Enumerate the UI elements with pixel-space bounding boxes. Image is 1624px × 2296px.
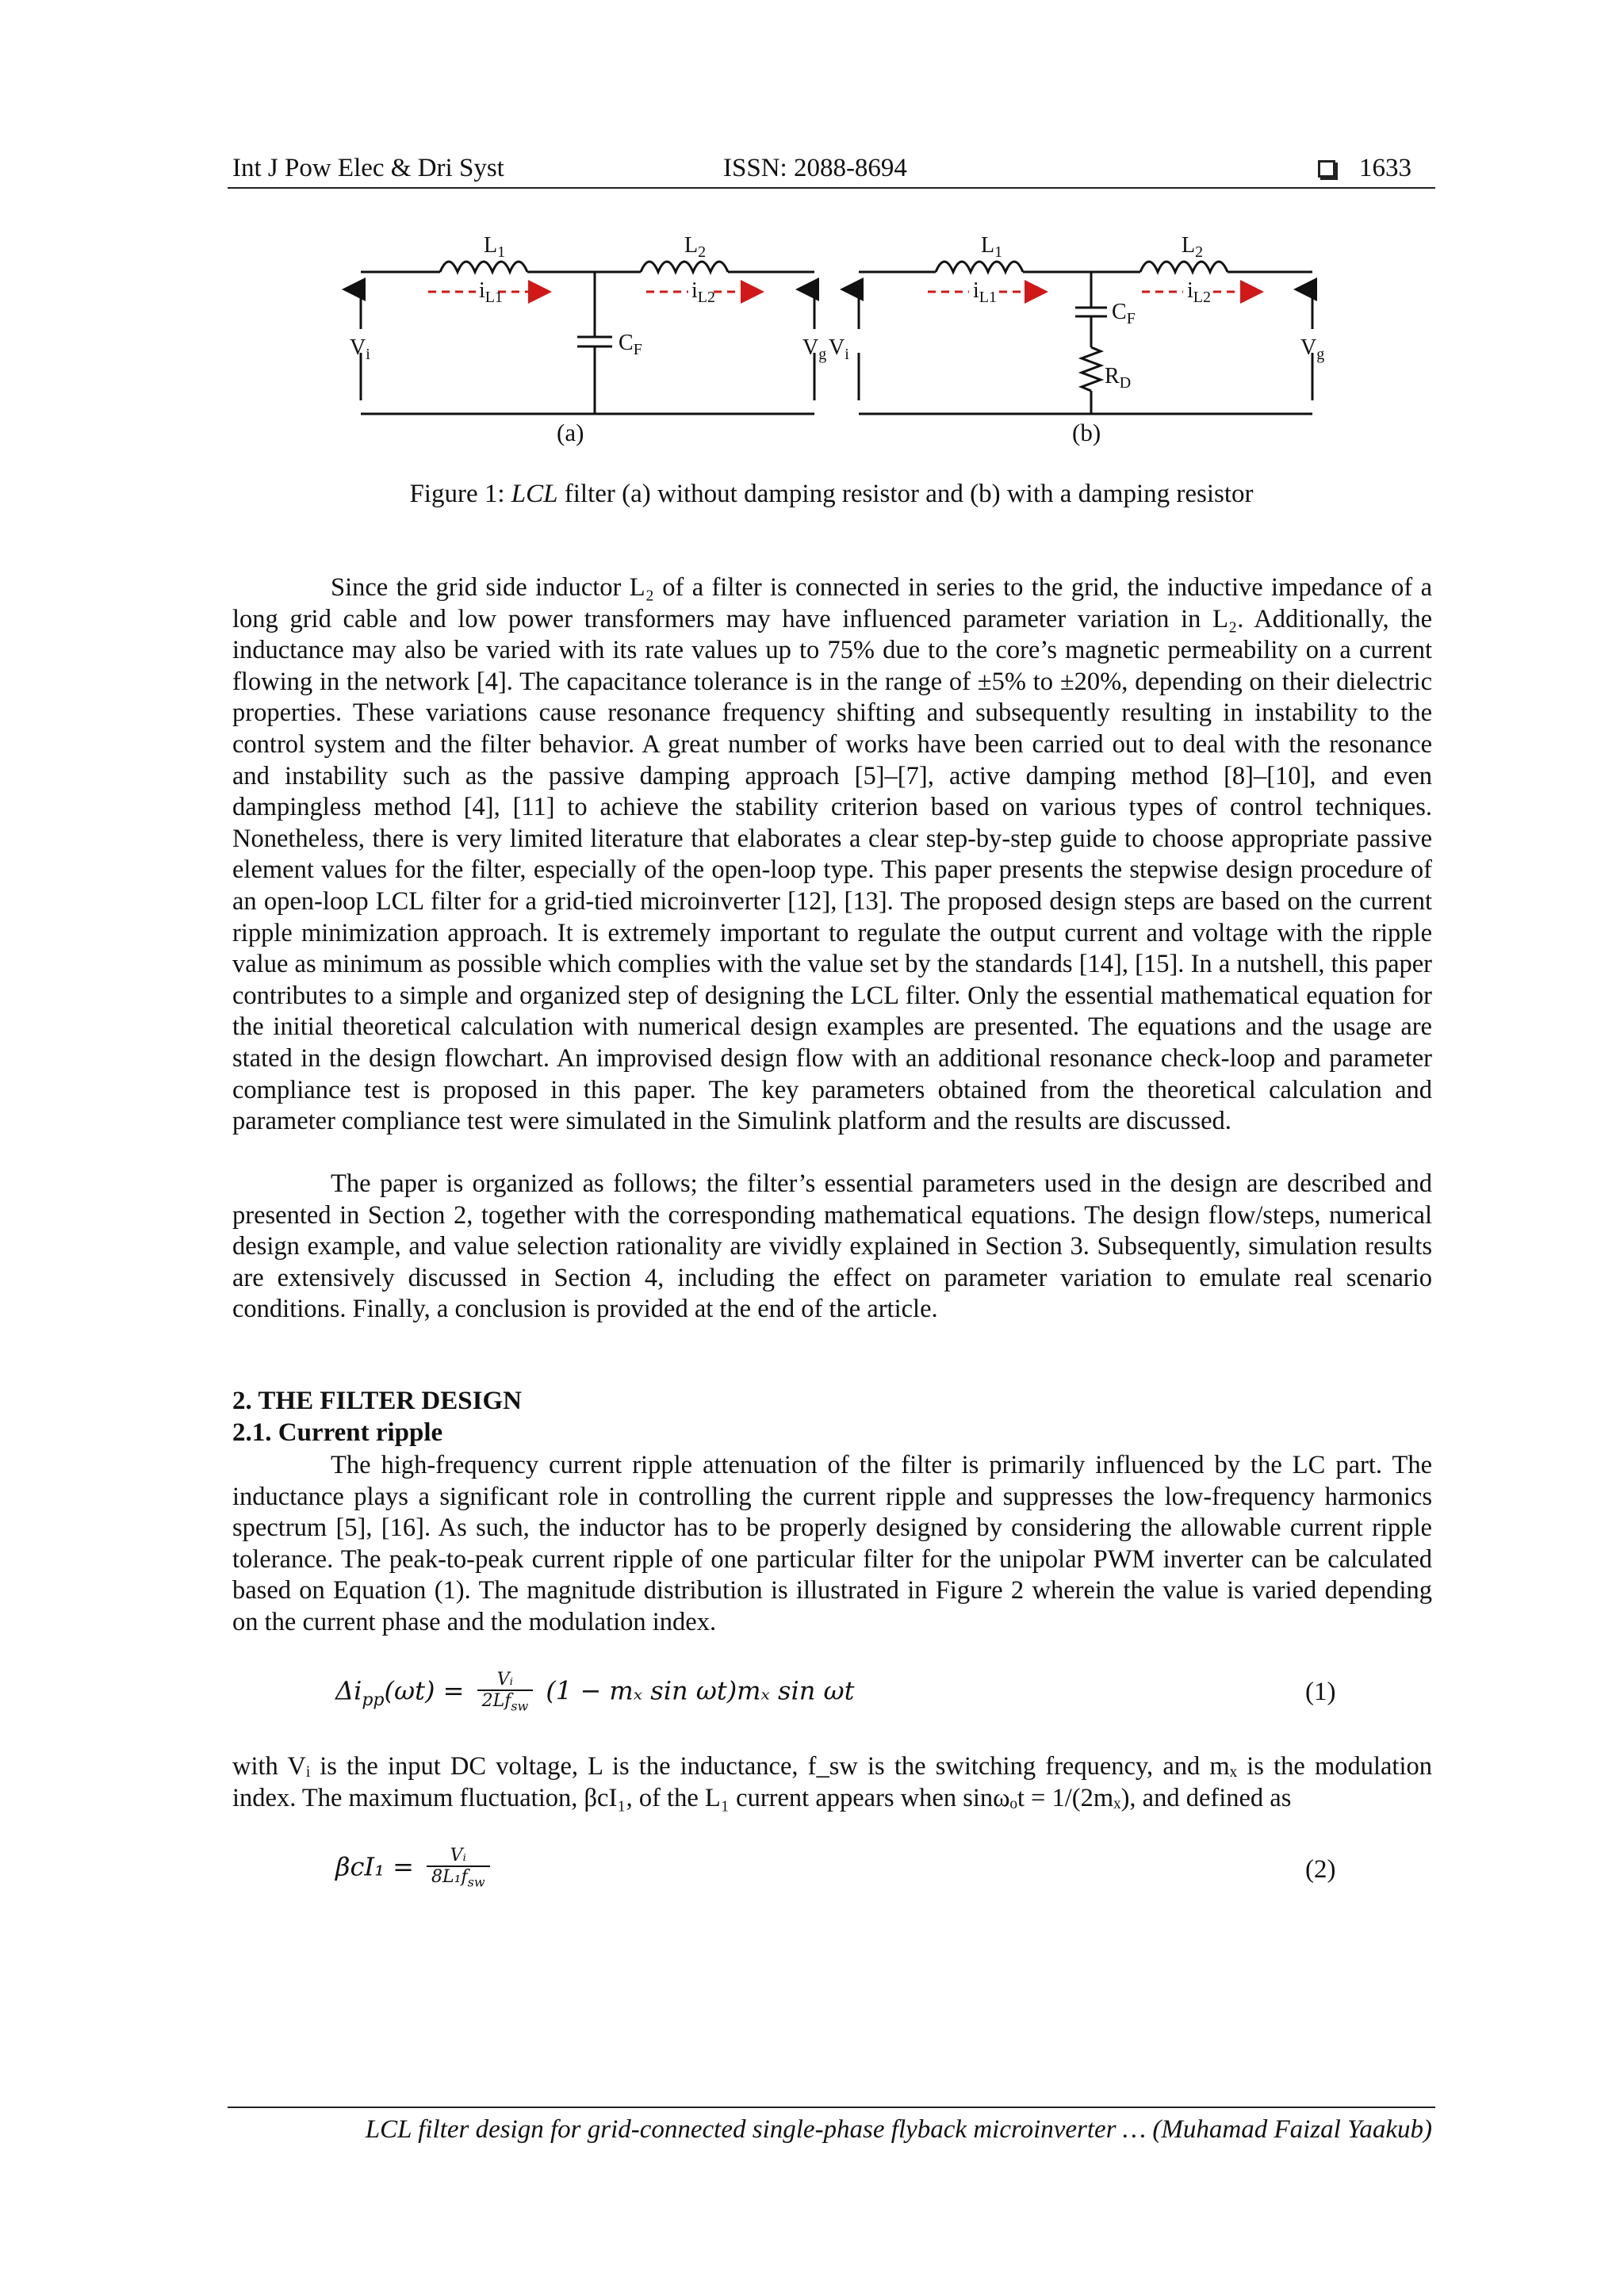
inductor-l1-b (936, 262, 1023, 272)
label-il2-b: $i_{L2}$ (1187, 278, 1211, 306)
inductor-l2-b (1140, 262, 1228, 272)
label-l2-a: $L_2$ (684, 233, 707, 261)
equation-2: βcI₁ = $\frac{\text{Vᵢ}}{8L_1f_{sw}}$ (335, 1846, 495, 1892)
panel-label-b: (b) (1072, 419, 1101, 446)
label-il2-a: $i_{L2}$ (691, 278, 715, 306)
circuit-b (859, 262, 1312, 414)
label-cf-a: $C_F$ (619, 331, 642, 358)
label-vi-a: $V_i$ (350, 335, 370, 363)
label-l1-b: $L_1$ (981, 233, 1003, 261)
issn: ISSN: 2088-8694 (723, 154, 907, 182)
label-vg-b: $V_g$ (1300, 335, 1325, 363)
label-vg-a: $V_g$ (802, 335, 827, 363)
footer-rule (228, 2107, 1435, 2108)
label-il1-a: $i_{L1}$ (479, 278, 503, 306)
label-il1-b: $i_{L1}$ (973, 278, 997, 306)
label-rd-b: $R_D$ (1105, 364, 1132, 392)
section-heading: 2. THE FILTER DESIGN (232, 1387, 522, 1415)
equation-1: $\Delta i_{pp}(\omega t)$ = $\frac{\text{Vᵢ}}{2Lf_{sw}}$ (1 − mₓ sin ωt)mₓ sin ωt (335, 1670, 855, 1714)
inductor-l1 (440, 262, 527, 272)
inductor-l2 (641, 262, 728, 272)
panel-label-a: (a) (557, 419, 584, 446)
figure-1-circuits (0, 0, 1624, 476)
resistor-rd (1082, 347, 1101, 391)
paragraph-current-ripple: The high-frequency current ripple attenuation of the filter is primarily influenced by the LC part. The inductance plays a significant role in controlling the current ripple and suppresses the low-frequency harmonics spectrum [5], [16]. As such, the inductor has to be properly designed by considering the allowable current ripple tolerance. The peak-to-peak current ripple of one particular filter for the unipolar PWM inverter can be calculated based on Equation (1). The magnitude distribution is illustrated in Figure 2 wherein the value is varied depending on the current phase and the modulation index. (232, 1451, 1432, 1636)
label-l2-b: $L_2$ (1182, 233, 1204, 261)
label-cf-b: $C_F$ (1112, 300, 1136, 327)
equation-1-number: (1) (1305, 1678, 1336, 1706)
label-l1-a: $L_1$ (484, 233, 506, 261)
journal-name: Int J Pow Elec & Dri Syst (232, 154, 504, 182)
paragraph-organization: The paper is organized as follows; the filter’s essential parameters used in the design are described and presented in Section 2, together with the corresponding mathematical equations. The design flow/steps, numerical design example, and value selection rationality are vividly explained in Section 3. Subsequently, simulation results are extensively discussed in Section 4, including the effect on parameter variation to emulate real scenario conditions. Finally, a conclusion is provided at the end of the article. (232, 1169, 1432, 1324)
equation-2-number: (2) (1305, 1855, 1336, 1884)
paragraph-intro: Since the grid side inductor L₂ of a filter is connected in series to the grid, the inductive impedance of a long grid cable and low power transformers may have influenced parameter variation in L₂. Additionally, the inductance may also be varied with its rate values up to 75% due to the core’s magnetic permeability on a current flowing in the network [4]. The capacitance tolerance is in the range of ±5% to ±20%, depending on their dielectric properties. These variations cause resonance frequency shifting and subsequently resulting in instability to the control system and the filter behavior. A great number of works have been carried out to deal with the resonance and instability such as the passive damping approach [5]–[7], active damping method [8]–[10], and even dampingless method [4], [11] to achieve the stability criterion based on various types of control techniques. Nonetheless, there is very limited literature that elaborates a clear step-by-step guide to choose appropriate passive element values for the filter, especially of the open-loop type. This paper presents the stepwise design procedure of an open-loop LCL filter for a grid-tied microinverter [12], [13]. The proposed design steps are based on the current ripple minimization approach. It is extremely important to regulate the output current and voltage with the ripple value as minimum as possible which complies with the value set by the standards [14], [15]. In a nutshell, this paper contributes to a simple and organized step of designing the LCL filter. Only the essential mathematical equation for the initial theoretical calculation with numerical design examples are presented. The equations and the usage are stated in the design flowchart. An improvised design flow with an additional resonance check-loop and parameter compliance test is proposed in this paper. The key parameters obtained from the theoretical calculation and parameter compliance test were simulated in the Simulink platform and the results are discussed. (232, 573, 1432, 1136)
subsection-heading: 2.1. Current ripple (232, 1418, 443, 1447)
page-number: 1633 (1359, 154, 1411, 182)
circuit-a (361, 262, 814, 414)
label-vi-b: $V_i$ (829, 335, 849, 363)
footer-text: LCL filter design for grid-connected single-phase flyback microinverter … (Muhamad Faizal Yaakub) (365, 2115, 1432, 2144)
paragraph-variables: with Vᵢ is the input DC voltage, L is the inductance, f_sw is the switching frequency, and mₓ is the modulation index. The maximum fluctuation, βcI₁, of the L₁ current appears when sinωₒt = 1/(2mₓ), and defined as (232, 1752, 1432, 1812)
figure-caption: Figure 1: LCL filter (a) without damping resistor and (b) with a damping resistor (409, 480, 1254, 508)
